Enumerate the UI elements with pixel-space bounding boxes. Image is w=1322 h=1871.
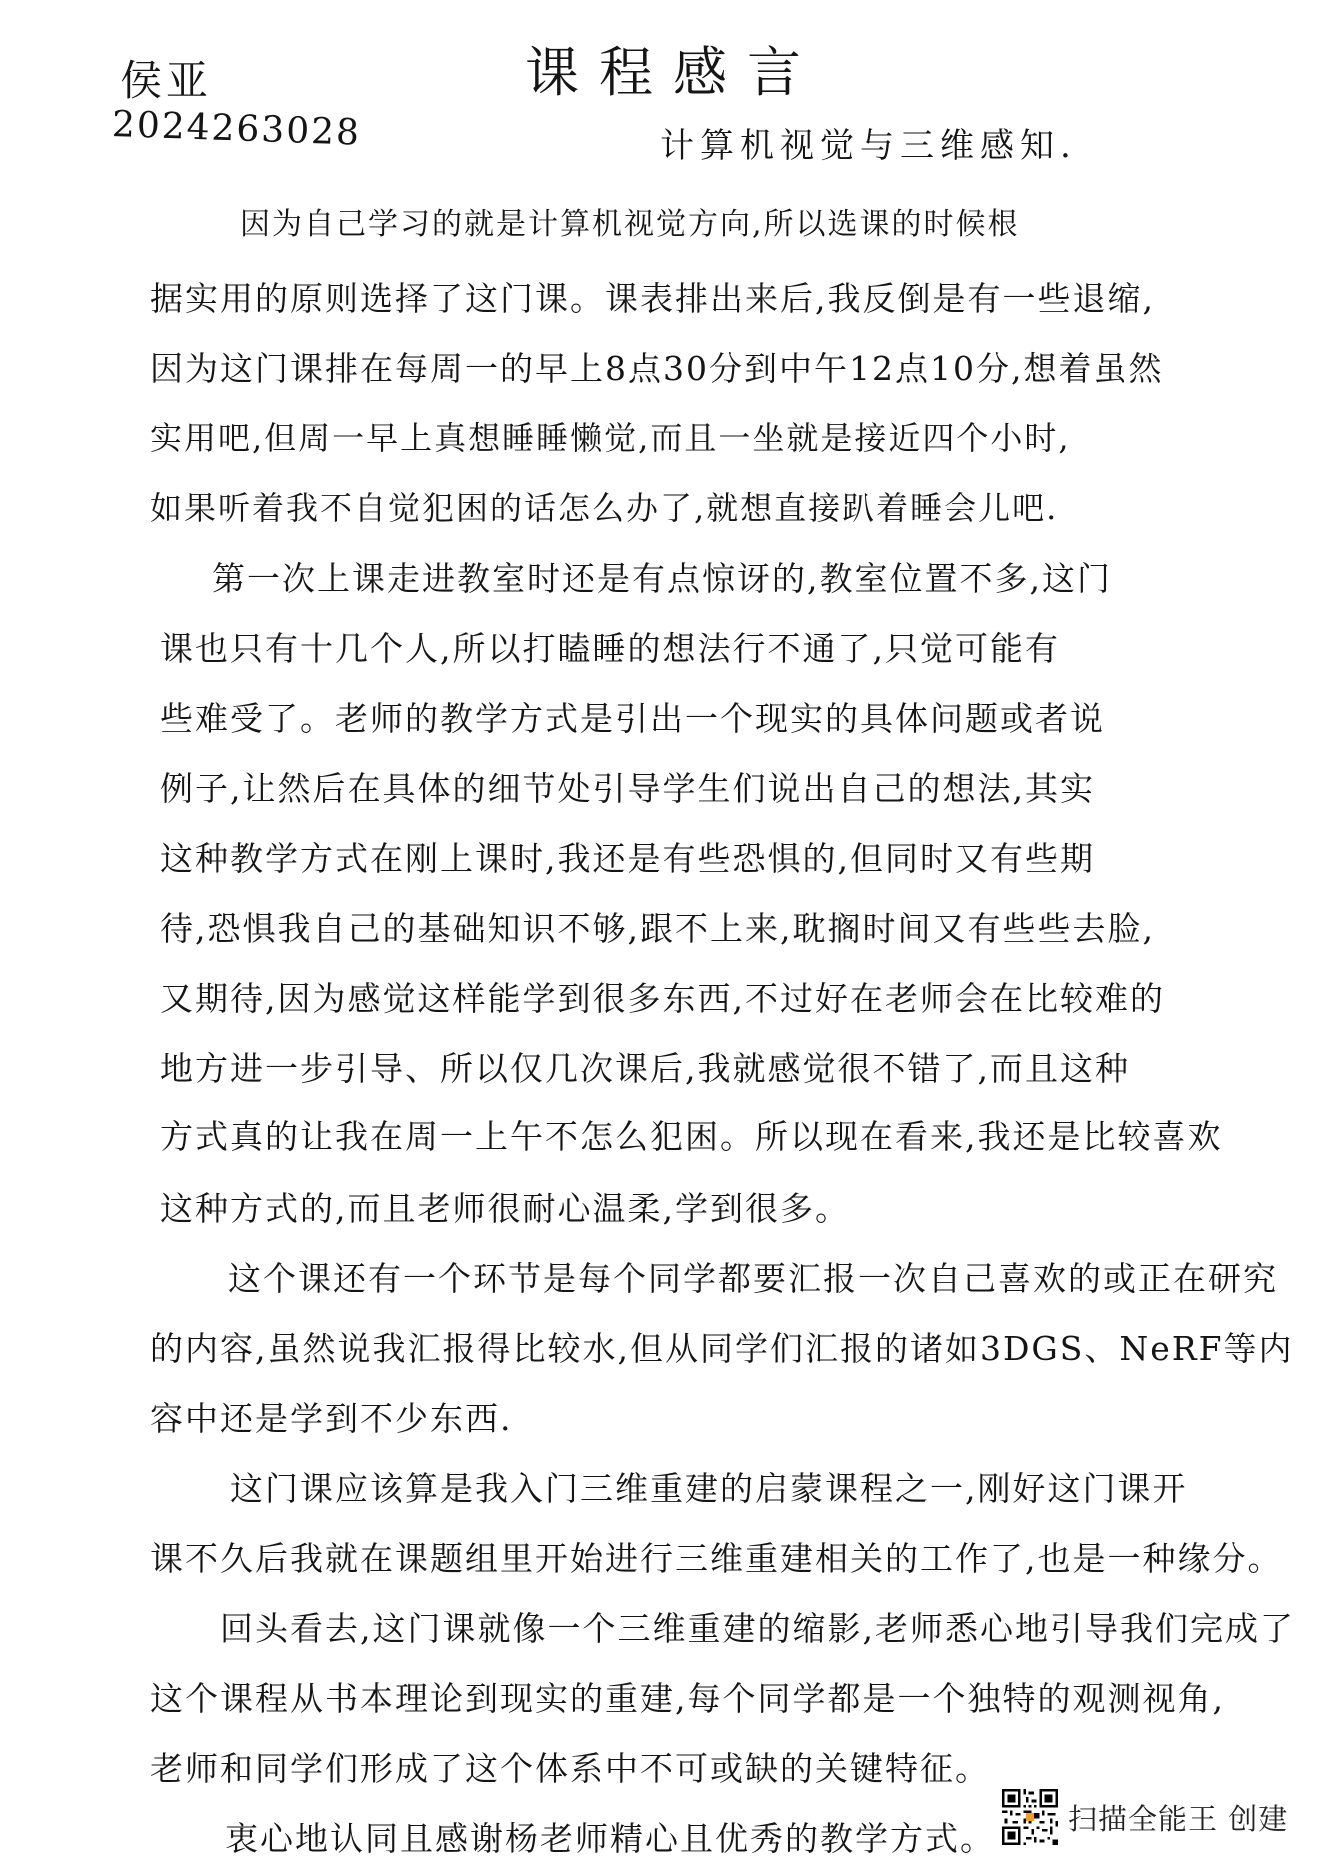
scanner-watermark <box>1002 1782 1288 1852</box>
essay-line: 回头看去,这门课就像一个三维重建的缩影,老师悉心地引导我们完成了 <box>220 1609 1295 1648</box>
essay-line: 如果听着我不自觉犯困的话怎么办了,就想直接趴着睡会儿吧. <box>150 489 1059 527</box>
course-name: 计算机视觉与三维感知. <box>660 126 1077 166</box>
essay-line: 因为自己学习的就是计算机视觉方向,所以选课的时候根 <box>240 207 1020 242</box>
essay-line: 据实用的原则选择了这门课。课表排出来后,我反倒是有一些退缩, <box>150 279 1155 318</box>
essay-line: 例子,让然后在具体的细节处引导学生们说出自己的想法,其实 <box>160 769 1095 808</box>
essay-line: 地方进一步引导、所以仅几次课后,我就感觉很不错了,而且这种 <box>160 1049 1130 1088</box>
essay-line: 这门课应该算是我入门三维重建的启蒙课程之一,刚好这门课开 <box>230 1469 1188 1508</box>
essay-line: 课不久后我就在课题组里开始进行三维重建相关的工作了,也是一种缘分。 <box>150 1539 1283 1578</box>
essay-line: 些难受了。老师的教学方式是引出一个现实的具体问题或者说 <box>160 699 1105 738</box>
essay-line: 这种方式的,而且老师很耐心温柔,学到很多。 <box>160 1189 850 1228</box>
essay-line: 因为这门课排在每周一的早上8点30分到中午12点10分,想着虽然 <box>150 349 1164 388</box>
essay-line: 方式真的让我在周一上午不怎么犯困。所以现在看来,我还是比较喜欢 <box>160 1117 1223 1156</box>
author-name: 侯亚 <box>120 56 213 105</box>
essay-line: 实用吧,但周一早上真想睡睡懒觉,而且一坐就是接近四个小时, <box>150 419 1071 457</box>
essay-line: 课也只有十几个人,所以打瞌睡的想法行不通了,只觉可能有 <box>160 629 1060 668</box>
scanner-app-label: 扫描全能王 创建 <box>1068 1801 1289 1836</box>
essay-line: 这个课程从书本理论到现实的重建,每个同学都是一个独特的观测视角, <box>150 1679 1225 1718</box>
page-title: 课程感言 <box>525 41 821 104</box>
qr-code-icon <box>1002 1789 1058 1845</box>
essay-line: 这个课还有一个环节是每个同学都要汇报一次自己喜欢的或正在研究 <box>228 1259 1278 1298</box>
essay-line: 的内容,虽然说我汇报得比较水,但从同学们汇报的诸如3DGS、NeRF等内 <box>150 1329 1294 1368</box>
essay-line: 这种教学方式在刚上课时,我还是有些恐惧的,但同时又有些期 <box>160 839 1095 878</box>
essay-line: 老师和同学们形成了这个体系中不可或缺的关键特征。 <box>150 1749 990 1788</box>
essay-line: 待,恐惧我自己的基础知识不够,跟不上来,耽搁时间又有些些去脸, <box>160 909 1155 948</box>
essay-line: 又期待,因为感觉这样能学到很多东西,不过好在老师会在比较难的 <box>160 979 1165 1018</box>
essay-line: 第一次上课走进教室时还是有点惊讶的,教室位置不多,这门 <box>212 559 1112 598</box>
essay-line: 衷心地认同且感谢杨老师精心且优秀的教学方式。 <box>225 1819 995 1858</box>
student-id: 2024263028 <box>111 104 362 154</box>
essay-line: 容中还是学到不少东西. <box>150 1399 513 1438</box>
